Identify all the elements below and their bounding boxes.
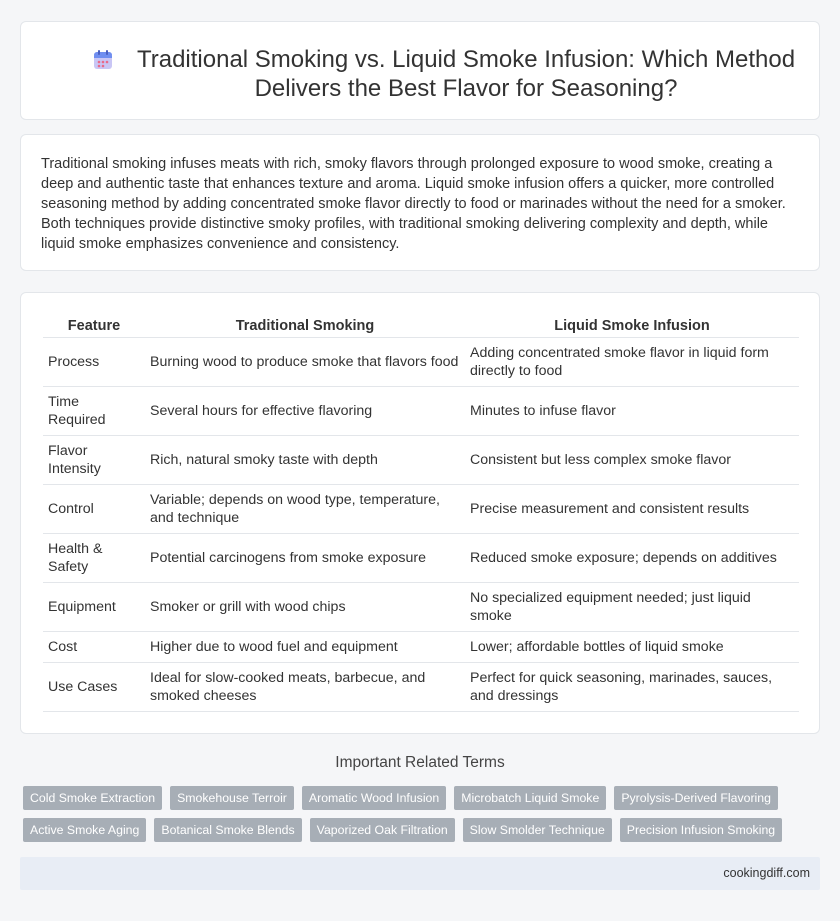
table-row [43, 435, 799, 484]
tag[interactable]: Vaporized Oak Filtration [310, 818, 455, 842]
table-row [43, 582, 799, 631]
feature-cell: Process [43, 337, 145, 386]
liquid-cell: Minutes to infuse flavor [465, 386, 799, 435]
table-row [43, 386, 799, 435]
table-row [43, 662, 799, 711]
tag[interactable]: Precision Infusion Smoking [620, 818, 782, 842]
table-row [43, 484, 799, 533]
feature-cell: Health & Safety [43, 533, 145, 582]
intro-text: Traditional smoking infuses meats with rich, smoky flavors through prolonged exposure to wood smoke, creating a deep and authentic taste that enhances texture and aroma. Liquid smoke infusion offers a quicker, more controlled seasoning method by adding concentrated smoke flavor directly to food or marinades without the need for a smoker. Both techniques provide distinctive smoky profiles, with traditional smoking delivering complexity and depth, while liquid smoke emphasizes convenience and consistency. [41, 156, 786, 252]
tag-row [23, 786, 803, 810]
feature-cell: Cost [43, 631, 145, 662]
liquid-cell: Consistent but less complex smoke flavor [465, 435, 799, 484]
intro-card [20, 134, 820, 271]
traditional-cell: Smoker or grill with wood chips [145, 582, 465, 631]
feature-cell: Time Required [43, 386, 145, 435]
liquid-cell: Lower; affordable bottles of liquid smoke [465, 631, 799, 662]
comparison-card [20, 292, 820, 734]
header-feature: Feature [43, 314, 145, 337]
table-header-row [43, 314, 799, 337]
feature-cell: Use Cases [43, 662, 145, 711]
tag[interactable]: Active Smoke Aging [23, 818, 146, 842]
calendar-icon [91, 48, 115, 72]
table-row [43, 631, 799, 662]
tag[interactable]: Smokehouse Terroir [170, 786, 294, 810]
page-title: Traditional Smoking vs. Liquid Smoke Infusion: Which Method Delivers the Best Flavor for Seasoning? [136, 46, 796, 102]
traditional-cell: Several hours for effective flavoring [145, 386, 465, 435]
traditional-cell: Rich, natural smoky taste with depth [145, 435, 465, 484]
footer [20, 857, 820, 890]
header-card [20, 21, 820, 120]
traditional-cell: Variable; depends on wood type, temperature, and technique [145, 484, 465, 533]
header-liquid: Liquid Smoke Infusion [465, 314, 799, 337]
table-row [43, 337, 799, 386]
tag[interactable]: Aromatic Wood Infusion [302, 786, 446, 810]
tag[interactable]: Pyrolysis-Derived Flavoring [614, 786, 778, 810]
header-traditional: Traditional Smoking [145, 314, 465, 337]
traditional-cell: Potential carcinogens from smoke exposure [145, 533, 465, 582]
tag[interactable]: Botanical Smoke Blends [154, 818, 301, 842]
footer-site[interactable]: cookingdiff.com [723, 866, 810, 880]
related-terms-title: Important Related Terms [335, 754, 505, 771]
liquid-cell: Precise measurement and consistent results [465, 484, 799, 533]
traditional-cell: Higher due to wood fuel and equipment [145, 631, 465, 662]
liquid-cell: Adding concentrated smoke flavor in liquid form directly to food [465, 337, 799, 386]
related-terms-tags [23, 786, 803, 850]
feature-cell: Flavor Intensity [43, 435, 145, 484]
feature-cell: Control [43, 484, 145, 533]
liquid-cell: Perfect for quick seasoning, marinades, sauces, and dressings [465, 662, 799, 711]
liquid-cell: Reduced smoke exposure; depends on additives [465, 533, 799, 582]
feature-cell: Equipment [43, 582, 145, 631]
traditional-cell: Burning wood to produce smoke that flavors food [145, 337, 465, 386]
table-row [43, 533, 799, 582]
tag-row [23, 818, 803, 842]
liquid-cell: No specialized equipment needed; just liquid smoke [465, 582, 799, 631]
traditional-cell: Ideal for slow-cooked meats, barbecue, and smoked cheeses [145, 662, 465, 711]
tag[interactable]: Microbatch Liquid Smoke [454, 786, 606, 810]
tag[interactable]: Slow Smolder Technique [463, 818, 612, 842]
tag[interactable]: Cold Smoke Extraction [23, 786, 162, 810]
comparison-table [43, 314, 799, 712]
